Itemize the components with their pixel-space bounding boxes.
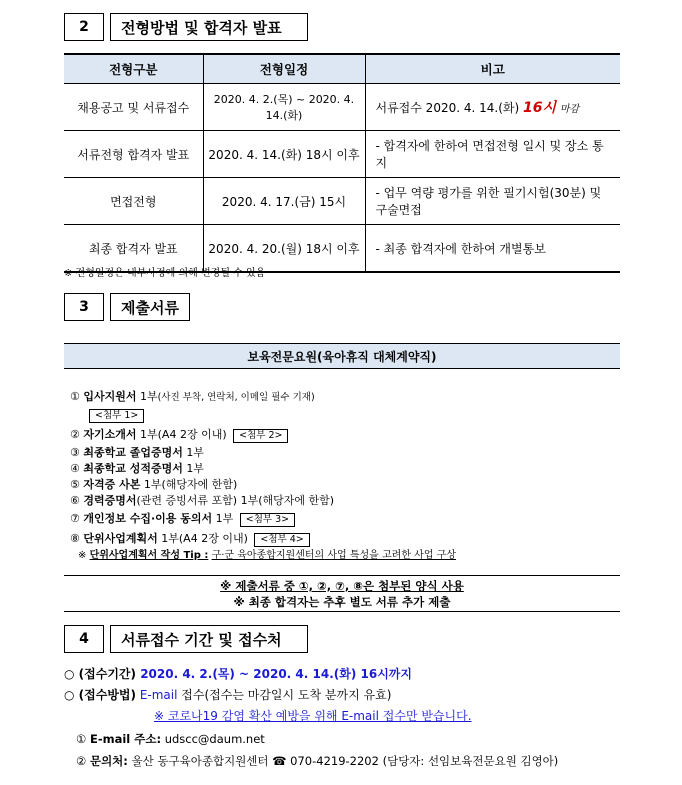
- email-label: E-mail 주소:: [89, 732, 162, 746]
- item-name: 경력증명서: [83, 494, 137, 507]
- tip-label: 단위사업계획서 작성 Tip :: [89, 550, 209, 561]
- tip-text: 구·군 육아종합지원센터의 사업 특성을 고려한 사업 구상: [211, 550, 456, 561]
- method-rest: 접수(접수는 마감일시 도착 분까지 유효): [181, 688, 392, 702]
- item-desc: 1부: [186, 462, 204, 475]
- row-schedule: 2020. 4. 20.(월) 18시 이후: [203, 225, 365, 273]
- row-note: - 최종 합격자에 한하여 개별통보: [365, 225, 620, 273]
- item-name: 최종학교 성적증명서: [83, 462, 183, 475]
- table-row: [64, 84, 620, 131]
- item-name: 입사지원서: [83, 390, 137, 403]
- table-row: [64, 178, 620, 225]
- period-value: 2020. 4. 2.(목) ~ 2020. 4. 14.(화) 16시까지: [140, 667, 412, 681]
- section-2-number: 2: [64, 13, 104, 41]
- list-item: [70, 444, 204, 460]
- list-item: [70, 426, 288, 443]
- item-desc: (관련 증빙서류 포함) 1부(해당자에 한함): [136, 494, 335, 507]
- row-note: - 업무 역량 평가를 위한 필기시험(30분) 및 구술면접: [365, 178, 620, 225]
- table-row: [64, 131, 620, 178]
- item-marker: ⑤: [70, 478, 80, 491]
- email-address: [76, 731, 265, 747]
- divider: [64, 611, 620, 612]
- divider: [64, 575, 620, 576]
- item-marker: ⑦: [70, 512, 80, 525]
- notice-attachments: ※ 제출서류 중 ①, ②, ⑦, ⑧은 첨부된 양식 사용: [220, 579, 464, 593]
- contact-value: 울산 동구육아종합지원센터 ☎ 070-4219-2202 (담당자: 선임보육전문요원 김영아): [131, 754, 559, 768]
- note-suffix: 마감: [559, 104, 580, 115]
- note-text: 서류접수 2020. 4. 14.(화): [375, 101, 520, 115]
- item-name: 최종학교 졸업증명서: [83, 446, 183, 459]
- corona-notice: ※ 코로나19 감염 확산 예방을 위해 E-mail 접수만 받습니다.: [154, 709, 472, 723]
- item-marker: ②: [70, 428, 80, 441]
- row-schedule: 2020. 4. 14.(화) 18시 이후: [203, 131, 365, 178]
- contact-marker: ②: [76, 754, 87, 768]
- row-schedule: 2020. 4. 2.(목) ~ 2020. 4. 14.(화): [203, 84, 365, 131]
- email-marker: ①: [76, 732, 87, 746]
- section-4-title: 서류접수 기간 및 접수처: [110, 625, 308, 653]
- header-category: 전형구분: [64, 54, 203, 84]
- note-time: 16시: [522, 100, 556, 116]
- row-category: 서류전형 합격자 발표: [64, 131, 203, 178]
- item-desc: 1부(A4 2장 이내): [161, 532, 248, 545]
- item-desc: 1부: [186, 446, 204, 459]
- list-item: [70, 476, 237, 492]
- row-schedule: 2020. 4. 17.(금) 15시: [203, 178, 365, 225]
- item-marker: ①: [70, 390, 80, 403]
- item-desc: 1부(해당자에 한함): [143, 478, 238, 491]
- header-schedule: 전형일정: [203, 54, 365, 84]
- attachment-4-label: <첨부 4>: [254, 533, 309, 547]
- schedule-table-header: [64, 54, 620, 84]
- item-marker: ⑥: [70, 494, 80, 507]
- contact-info: [76, 753, 558, 769]
- item-desc: 1부(A4 2장 이내): [140, 428, 227, 441]
- item-name: 자격증 사본: [83, 478, 141, 491]
- section-3-number: 3: [64, 293, 104, 321]
- attachment-2-label: <첨부 2>: [233, 429, 288, 443]
- attachment-1-label: <첨부 1>: [86, 403, 144, 423]
- section-2-title: 전형방법 및 합격자 발표: [110, 13, 308, 41]
- list-item: [70, 388, 315, 404]
- list-item: [70, 530, 310, 547]
- section-3-title: 제출서류: [110, 293, 190, 321]
- item-marker: ⑧: [70, 532, 80, 545]
- item-name: 자기소개서: [83, 428, 137, 441]
- row-note: - 합격자에 한하여 면접전형 일시 및 장소 통지: [365, 131, 620, 178]
- section-4-number: 4: [64, 625, 104, 653]
- schedule-footnote: ※ 전형일정은 내부사정에 의해 변경될 수 있음: [64, 268, 266, 279]
- period-label: ○ (접수기간): [64, 667, 136, 681]
- method-value: E-mail: [139, 688, 178, 702]
- list-item: [70, 492, 334, 508]
- row-note: [365, 84, 620, 131]
- email-value[interactable]: udscc@daum.net: [164, 732, 265, 746]
- submission-period: [64, 665, 412, 682]
- item-name: 단위사업계획서: [83, 532, 158, 545]
- item-detail: (사진 부착, 연락처, 이메일 필수 기재): [157, 392, 315, 403]
- list-item: [70, 510, 295, 527]
- item-desc: 1부: [215, 512, 234, 525]
- tip-prefix: ※: [78, 550, 87, 561]
- contact-label: 문의처:: [89, 754, 128, 768]
- schedule-table: [64, 53, 620, 273]
- submission-method: [64, 686, 391, 703]
- list-item: [70, 460, 204, 476]
- row-category: 면접전형: [64, 178, 203, 225]
- item-name: 개인정보 수집·이용 동의서: [83, 512, 213, 525]
- item-desc: 1부: [140, 390, 158, 403]
- item-marker: ③: [70, 446, 80, 459]
- header-note: 비고: [365, 54, 620, 84]
- position-title: 보육전문요원(육아휴직 대체계약직): [64, 343, 620, 369]
- method-label: ○ (접수방법): [64, 688, 136, 702]
- notice-additional: ※ 최종 합격자는 추후 별도 서류 추가 제출: [233, 595, 451, 609]
- attachment-3-label: <첨부 3>: [240, 513, 295, 527]
- row-category: 최종 합격자 발표: [64, 225, 203, 273]
- plan-tip: [78, 546, 456, 561]
- row-category: 채용공고 및 서류접수: [64, 84, 203, 131]
- item-marker: ④: [70, 462, 80, 475]
